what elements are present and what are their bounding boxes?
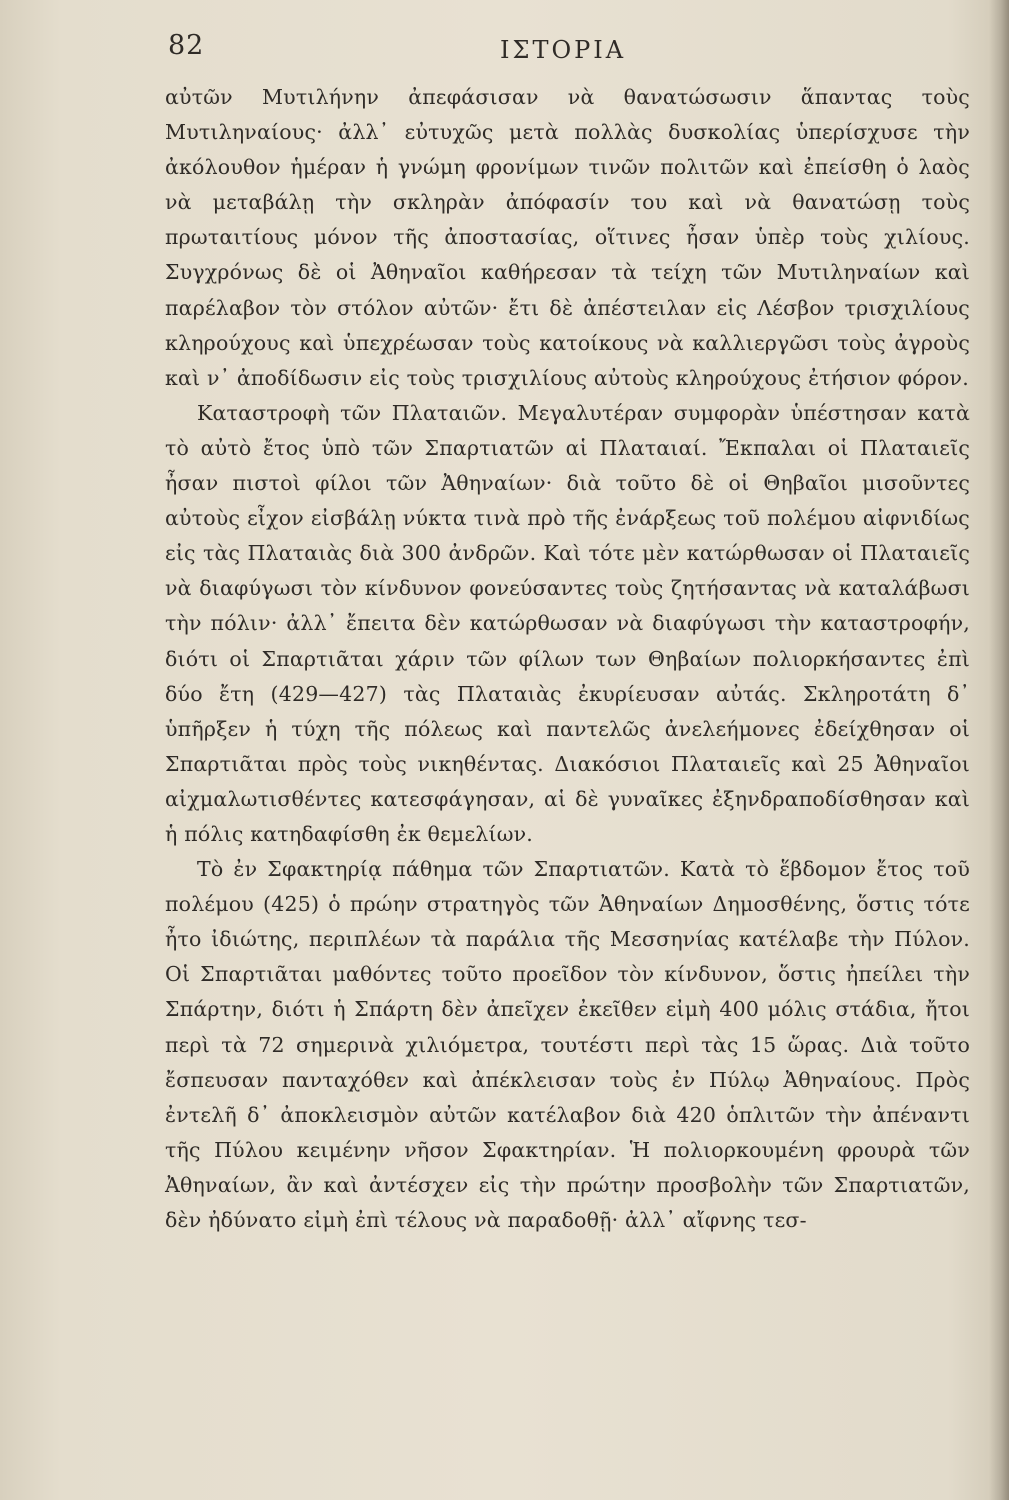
running-head: ΙΣΤΟΡΙΑ [500,36,627,64]
page-header [0,26,1009,76]
page-number: 82 [168,30,205,61]
paragraph-mytilene-continuation: αὐτῶν Μυτιλήνην ἀπεφάσισαν νὰ θανατώσωσιν ἅπαντας τοὺς Μυτιληναίους· ἀλλ᾿ εὐτυχῶς μετὰ πολλὰς δυσκολίας ὑπερίσχυσε τὴν ἀκόλουθον ἡμέραν ἡ γνώμη φρονίμων τινῶν πολιτῶν καὶ ἐπείσθη ὁ λαὸς νὰ μεταβάλῃ τὴν σκληρὰν ἀπόφασίν του καὶ νὰ θανατώσῃ τοὺς πρωταιτίους μόνον τῆς ἀποστασίας, οἵτινες ἦσαν ὑπὲρ τοὺς χιλίους. Συγχρόνως δὲ οἱ Ἀθηναῖοι καθήρεσαν τὰ τείχη τῶν Μυτιληναίων καὶ παρέλαβον τὸν στόλον αὐτῶν· ἔτι δὲ ἀπέστειλαν εἰς Λέσβον τρισχιλίους κληρούχους καὶ ὑπεχρέωσαν τοὺς κατοίκους νὰ καλλιεργῶσι τοὺς ἀγροὺς καὶ ν᾿ ἀποδίδωσιν εἰς τοὺς τρισχιλίους αὐτοὺς κληρούχους ἐτήσιον φόρον. [165,85,970,390]
body-text [165,80,970,1238]
paragraph-sphacteria: Τὸ ἐν Σφακτηρίᾳ πάθημα τῶν Σπαρτιατῶν. Κατὰ τὸ ἕβδομον ἔτος τοῦ πολέμου (425) ὁ πρώην στρατηγὸς τῶν Ἀθηναίων Δημοσθένης, ὅστις τότε ἦτο ἰδιώτης, περιπλέων τὰ παράλια τῆς Μεσσηνίας κατέλαβε τὴν Πύλον. Οἱ Σπαρτιᾶται μαθόντες τοῦτο προεῖδον τὸν κίνδυνον, ὅστις ἠπείλει τὴν Σπάρτην, διότι ἡ Σπάρτη δὲν ἀπεῖχεν ἐκεῖθεν εἰμὴ 400 μόλις στάδια, ἤτοι περὶ τὰ 72 σημερινὰ χιλιόμετρα, τουτέστι περὶ τὰς 15 ὥρας. Διὰ τοῦτο ἔσπευσαν πανταχόθεν καὶ ἀπέκλεισαν τοὺς ἐν Πύλῳ Ἀθηναίους. Πρὸς ἐντελῆ δ᾿ ἀποκλεισμὸν αὐτῶν κατέλαβον διὰ 420 ὁπλιτῶν τὴν ἀπέναντι τῆς Πύλου κειμένην νῆσον Σφακτηρίαν. Ἡ πολιορκουμένη φρουρὰ τῶν Ἀθηναίων, ἂν καὶ ἀντέσχεν εἰς τὴν πρώτην προσβολὴν τῶν Σπαρτιατῶν, δὲν ἠδύνατο εἰμὴ ἐπὶ τέλους νὰ παραδοθῇ· ἀλλ᾿ αἴφνης τεσ- [165,857,970,1232]
paragraph-plataea-destruction: Καταστροφὴ τῶν Πλαταιῶν. Μεγαλυτέραν συμφορὰν ὑπέστησαν κατὰ τὸ αὐτὸ ἔτος ὑπὸ τῶν Σπαρτιατῶν αἱ Πλαταιαί. Ἔκπαλαι οἱ Πλαταιεῖς ἦσαν πιστοὶ φίλοι τῶν Ἀθηναίων· διὰ τοῦτο δὲ οἱ Θηβαῖοι μισοῦντες αὐτοὺς εἶχον εἰσβάλῃ νύκτα τινὰ πρὸ τῆς ἐνάρξεως τοῦ πολέμου αἰφνιδίως εἰς τὰς Πλαταιὰς διὰ 300 ἀνδρῶν. Καὶ τότε μὲν κατώρθωσαν οἱ Πλαταιεῖς νὰ διαφύγωσι τὸν κίνδυνον φονεύσαντες τοὺς ζητήσαντας νὰ καταλάβωσι τὴν πόλιν· ἀλλ᾿ ἔπειτα δὲν κατώρθωσαν νὰ διαφύγωσι τὴν καταστροφήν, διότι οἱ Σπαρτιᾶται χάριν τῶν φίλων των Θηβαίων πολιορκήσαντες ἐπὶ δύο ἔτη (429—427) τὰς Πλαταιὰς ἐκυρίευσαν αὐτάς. Σκληροτάτη δ᾿ ὑπῆρξεν ἡ τύχη τῆς πόλεως καὶ παντελῶς ἀνελεήμονες ἐδείχθησαν οἱ Σπαρτιᾶται πρὸς τοὺς νικηθέντας. Διακόσιοι Πλαταιεῖς καὶ 25 Ἀθηναῖοι αἰχμαλωτισθέντες κατεσφάγησαν, αἱ δὲ γυναῖκες ἐξηνδραποδίσθησαν καὶ ἡ πόλις κατηδαφίσθη ἐκ θεμελίων. [165,400,970,846]
page-edge-shadow [989,0,1009,1500]
